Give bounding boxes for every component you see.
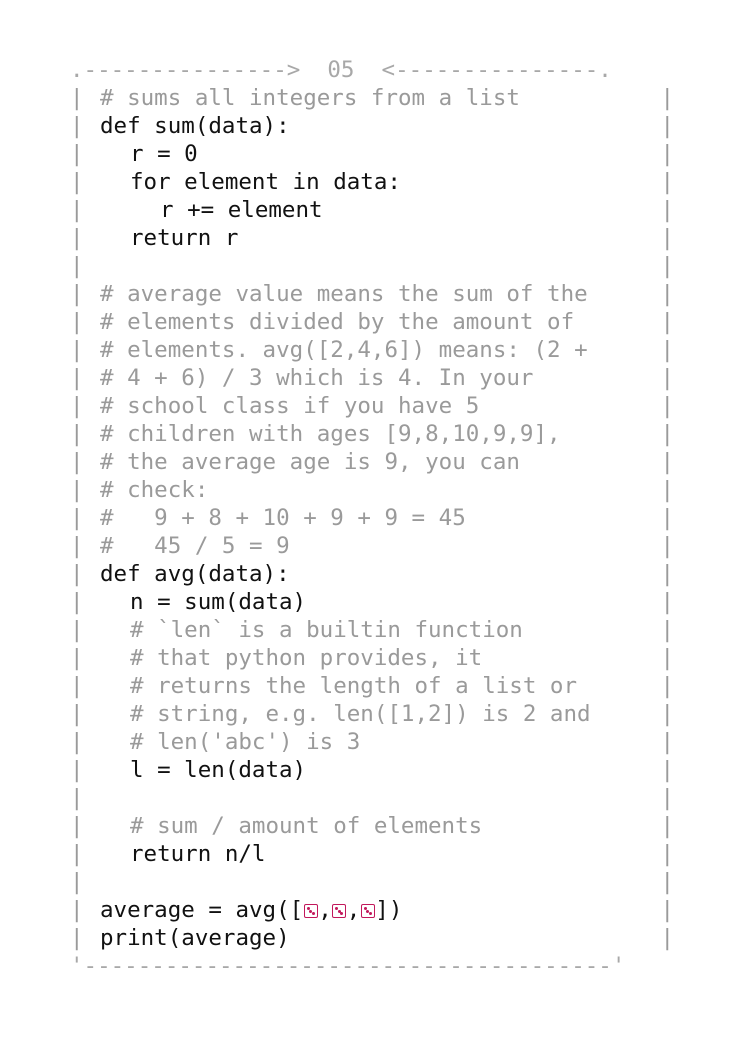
code-text: def avg(data): [100,561,290,587]
code-comment: # string, e.g. len([1,2]) is 2 and [130,701,591,727]
code-line [70,280,674,308]
code-line [70,924,674,952]
border-right: | [660,309,674,335]
card-header: .---------------> 05 <---------------. [70,57,612,83]
border-right: | [660,813,674,839]
code-line [70,364,674,392]
code-comment: # the average age is 9, you can [100,449,520,475]
border-left: | [70,421,84,447]
code-line [70,728,674,756]
code-comment: # school class if you have 5 [100,393,480,419]
code-text: return r [130,225,239,251]
code-text: n = sum(data) [130,589,307,615]
code-line [70,252,674,280]
border-right: | [660,673,674,699]
list-separator: , [346,897,361,923]
border-left: | [70,85,84,111]
list-separator: , [318,897,332,923]
border-left: | [70,673,84,699]
border-left: | [70,757,84,783]
code-text: r = 0 [130,141,198,167]
border-right: | [660,729,674,755]
code-text: ]) [375,897,403,923]
code-comment: # returns the length of a list or [130,673,578,699]
border-right: | [660,589,674,615]
code-line [70,420,674,448]
code-comment: # 9 + 8 + 10 + 9 + 9 = 45 [100,505,466,531]
code-comment: # `len` is a builtin function [130,617,523,643]
code-line [70,336,674,364]
border-left: | [70,701,84,727]
code-line [70,504,674,532]
border-left: | [70,645,84,671]
border-left: | [70,505,84,531]
code-line [70,672,674,700]
border-right: | [660,449,674,475]
code-text: for element in data: [130,169,401,195]
border-right: | [660,841,674,867]
code-line [70,196,674,224]
border-left: | [70,225,84,251]
border-left: | [70,281,84,307]
code-line [70,532,674,560]
border-left: | [70,589,84,615]
code-comment: # 4 + 6) / 3 which is 4. In your [100,365,534,391]
border-right: | [660,477,674,503]
code-line [70,308,674,336]
code-line [70,784,674,812]
code-line [70,840,674,868]
code-text: def sum(data): [100,113,290,139]
border-left: | [70,169,84,195]
border-left: | [70,113,84,139]
code-comment: # check: [100,477,209,503]
code-comment: # average value means the sum of the [100,281,588,307]
code-line [70,644,674,672]
border-right: | [660,169,674,195]
code-line [70,868,674,896]
dice-call-line [100,896,402,924]
border-left: | [70,785,84,811]
border-left: | [70,617,84,643]
code-line [70,140,674,168]
border-left: | [70,729,84,755]
code-comment: # elements divided by the amount of [100,309,575,335]
border-left: | [70,365,84,391]
code-line [70,448,674,476]
code-comment: # elements. avg([2,4,6]) means: (2 + [100,337,588,363]
border-left: | [70,561,84,587]
border-right: | [660,141,674,167]
border-right: | [660,85,674,111]
dice-five-icon [304,904,318,918]
border-right: | [660,925,674,951]
border-right: | [660,757,674,783]
code-text: return n/l [130,841,266,867]
code-comment: # that python provides, it [130,645,483,671]
code-comment: # len('abc') is 3 [130,729,361,755]
border-right: | [660,645,674,671]
code-line [70,224,674,252]
code-text: r += element [160,197,323,223]
code-comment: # sum / amount of elements [130,813,483,839]
code-line [70,588,674,616]
border-right: | [660,337,674,363]
dice-five-icon [361,904,375,918]
code-line [70,392,674,420]
border-left: | [70,477,84,503]
border-right: | [660,505,674,531]
code-comment: # children with ages [9,8,10,9,9], [100,421,561,447]
border-left: | [70,141,84,167]
border-left: | [70,393,84,419]
border-left: | [70,925,84,951]
border-right: | [660,393,674,419]
code-text: average = avg([ [100,897,304,923]
border-right: | [660,869,674,895]
border-left: | [70,449,84,475]
border-left: | [70,841,84,867]
border-right: | [660,225,674,251]
code-line [70,616,674,644]
code-line [70,812,674,840]
code-line [70,700,674,728]
border-right: | [660,281,674,307]
border-left: | [70,197,84,223]
border-right: | [660,365,674,391]
border-right: | [660,253,674,279]
code-text: l = len(data) [130,757,307,783]
border-right: | [660,421,674,447]
border-right: | [660,113,674,139]
code-card [70,56,674,980]
code-line [70,168,674,196]
code-comment: # 45 / 5 = 9 [100,533,290,559]
code-text: print(average) [100,925,290,951]
code-line [70,896,674,924]
dice-five-icon [332,904,346,918]
border-right: | [660,897,674,923]
border-right: | [660,701,674,727]
code-line [70,112,674,140]
border-left: | [70,309,84,335]
border-left: | [70,253,84,279]
code-line [70,84,674,112]
border-left: | [70,337,84,363]
border-left: | [70,869,84,895]
code-line [70,560,674,588]
border-right: | [660,197,674,223]
border-right: | [660,533,674,559]
border-right: | [660,617,674,643]
border-left: | [70,813,84,839]
border-left: | [70,533,84,559]
code-line [70,756,674,784]
border-right: | [660,561,674,587]
card-footer: '---------------------------------------' [70,953,626,979]
code-block [70,84,674,952]
border-left: | [70,897,84,923]
code-line [70,476,674,504]
border-right: | [660,785,674,811]
code-comment: # sums all integers from a list [100,85,520,111]
